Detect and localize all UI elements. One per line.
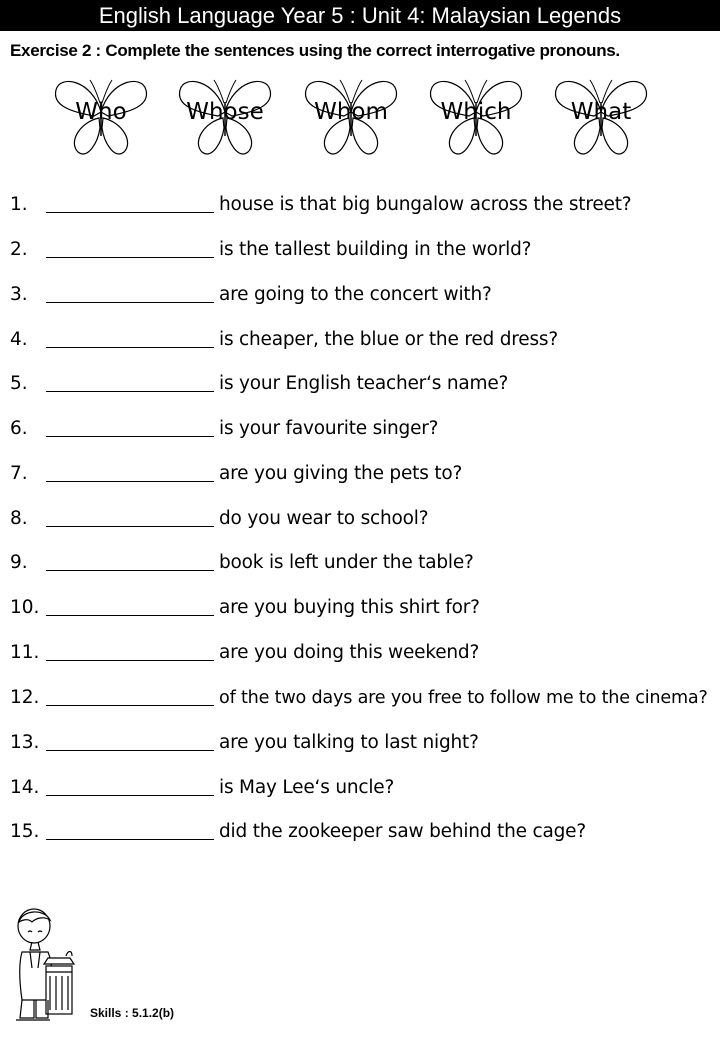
question-text: is your favourite singer? — [219, 418, 439, 439]
skills-reference: Skills : 5.1.2(b) — [90, 1006, 175, 1020]
question-number: 7. — [10, 463, 28, 484]
question-text: is the tallest building in the world? — [219, 239, 532, 260]
word-what: What — [570, 99, 632, 125]
word-whose: Whose — [186, 99, 264, 125]
word-butterfly-what — [552, 72, 650, 158]
answer-blank[interactable] — [46, 391, 214, 392]
question-number: 13. — [10, 732, 40, 753]
question-text: are going to the concert with? — [219, 284, 492, 305]
answer-blank[interactable] — [46, 302, 214, 303]
question-text: are you giving the pets to? — [219, 463, 463, 484]
question-text: is your English teacher‘s name? — [219, 373, 509, 394]
question-text: did the zookeeper saw behind the cage? — [219, 821, 586, 842]
question-number: 8. — [10, 508, 28, 529]
page-header — [0, 0, 720, 31]
question-number: 5. — [10, 373, 28, 394]
question-text: book is left under the table? — [219, 552, 474, 573]
question-number: 15. — [10, 821, 40, 842]
answer-blank[interactable] — [46, 705, 214, 706]
answer-blank[interactable] — [46, 839, 214, 840]
exercise-instruction: Exercise 2 : Complete the sentences using the correct interrogative pronouns. — [10, 41, 620, 60]
question-text: are you doing this weekend? — [219, 642, 480, 663]
word-butterfly-whose — [176, 72, 274, 158]
answer-blank[interactable] — [46, 347, 214, 348]
word-butterfly-which — [427, 72, 525, 158]
question-number: 4. — [10, 329, 28, 350]
question-number: 11. — [10, 642, 40, 663]
question-number: 3. — [10, 284, 28, 305]
question-text: of the two days are you free to follow me to the cinema? — [219, 688, 708, 708]
question-number: 14. — [10, 777, 40, 798]
question-number: 6. — [10, 418, 28, 439]
question-text: are you talking to last night? — [219, 732, 479, 753]
answer-blank[interactable] — [46, 481, 214, 482]
answer-blank[interactable] — [46, 615, 214, 616]
word-who: Who — [75, 99, 127, 125]
header-title: English Language Year 5 : Unit 4: Malaysian Legends — [98, 3, 622, 28]
question-number: 12. — [10, 687, 40, 708]
question-number: 2. — [10, 239, 28, 260]
word-whom: Whom — [314, 99, 388, 125]
word-butterfly-who — [52, 72, 150, 158]
question-number: 1. — [10, 194, 28, 215]
word-which: Which — [440, 99, 512, 125]
answer-blank[interactable] — [46, 795, 214, 796]
question-number: 10. — [10, 597, 40, 618]
word-butterfly-whom — [302, 72, 400, 158]
answer-blank[interactable] — [46, 436, 214, 437]
boy-reading-illustration — [10, 906, 82, 1030]
answer-blank[interactable] — [46, 660, 214, 661]
question-text: is cheaper, the blue or the red dress? — [219, 329, 558, 350]
question-text: are you buying this shirt for? — [219, 597, 480, 618]
question-number: 9. — [10, 552, 28, 573]
word-bank — [52, 72, 652, 162]
answer-blank[interactable] — [46, 212, 214, 213]
question-text: house is that big bungalow across the street? — [219, 194, 632, 215]
answer-blank[interactable] — [46, 570, 214, 571]
answer-blank[interactable] — [46, 750, 214, 751]
question-text: is May Lee‘s uncle? — [219, 777, 395, 798]
answer-blank[interactable] — [46, 257, 214, 258]
question-text: do you wear to school? — [219, 508, 429, 529]
answer-blank[interactable] — [46, 526, 214, 527]
